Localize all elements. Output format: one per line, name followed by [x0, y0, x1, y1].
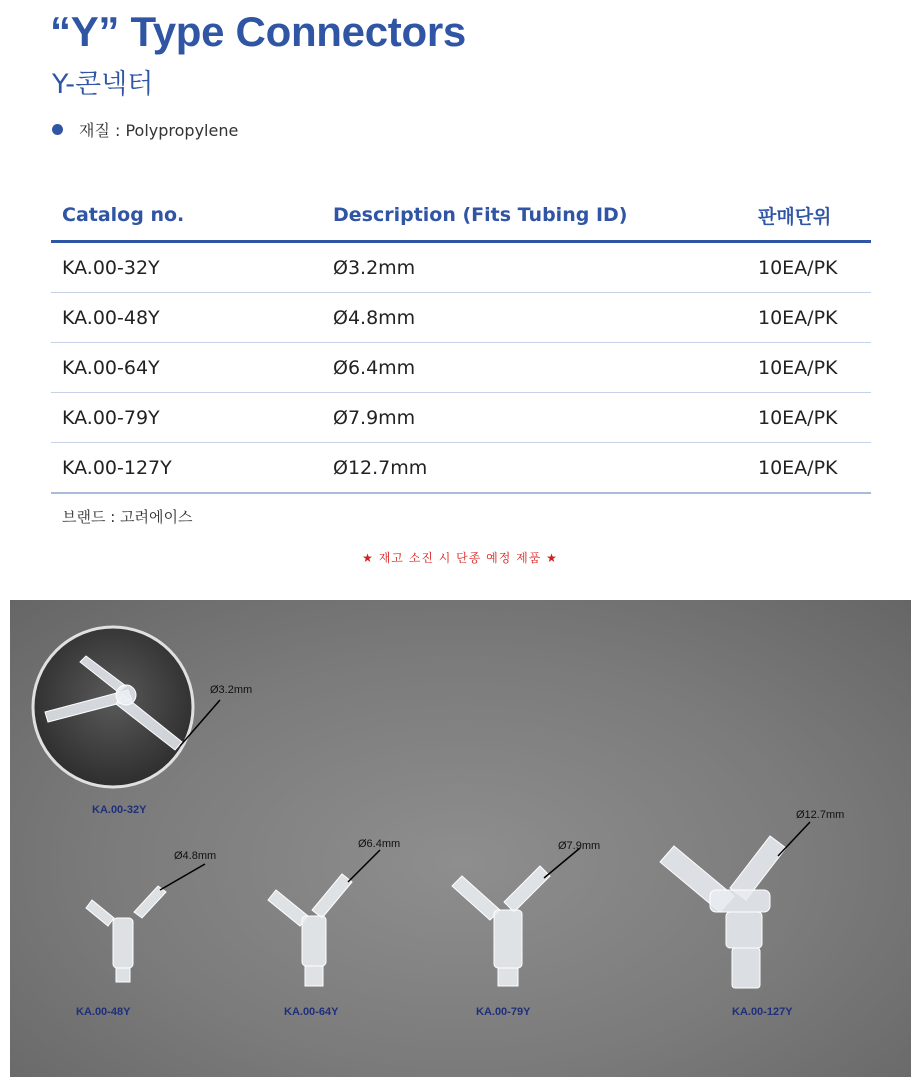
header-catalog: Catalog no. — [51, 190, 333, 242]
table-header-row — [51, 190, 871, 242]
product-table — [51, 190, 871, 494]
catalog-label: KA.00-32Y — [92, 804, 147, 816]
product-photo — [10, 600, 911, 1077]
cell-catalog: KA.00-64Y — [51, 343, 333, 393]
cell-catalog: KA.00-48Y — [51, 293, 333, 343]
size-label: Ø12.7mm — [796, 809, 845, 821]
cell-unit: 10EA/PK — [758, 293, 871, 343]
connector-127y — [660, 836, 786, 988]
cell-catalog: KA.00-79Y — [51, 393, 333, 443]
page-subtitle: Y-콘넥터 — [52, 69, 154, 100]
discontinued-notice: ★ 재고 소진 시 단종 예정 제품 ★ — [362, 551, 558, 565]
cell-unit: 10EA/PK — [758, 242, 871, 293]
table-row — [51, 443, 871, 494]
connector-79y — [452, 866, 550, 986]
header-description: Description (Fits Tubing ID) — [333, 190, 758, 242]
header-unit: 판매단위 — [758, 190, 871, 242]
size-label: Ø6.4mm — [358, 838, 401, 850]
material-text: 재질 : Polypropylene — [79, 121, 239, 140]
cell-unit: 10EA/PK — [758, 343, 871, 393]
table-row — [51, 393, 871, 443]
cell-description: Ø3.2mm — [333, 242, 758, 293]
size-label: Ø7.9mm — [558, 840, 601, 852]
cell-description: Ø6.4mm — [333, 343, 758, 393]
connector-64y — [268, 874, 352, 986]
cell-catalog: KA.00-32Y — [51, 242, 333, 293]
table-row — [51, 242, 871, 293]
catalog-label: KA.00-79Y — [476, 1006, 531, 1018]
table-row — [51, 293, 871, 343]
connector-48y — [86, 886, 166, 982]
size-label: Ø4.8mm — [174, 850, 217, 862]
catalog-label: KA.00-48Y — [76, 1006, 131, 1018]
cell-unit: 10EA/PK — [758, 443, 871, 494]
catalog-label: KA.00-64Y — [284, 1006, 339, 1018]
inset-circle — [33, 627, 220, 787]
page-title: “Y” Type Connectors — [50, 8, 466, 55]
cell-unit: 10EA/PK — [758, 393, 871, 443]
table-row — [51, 343, 871, 393]
size-label: Ø3.2mm — [210, 684, 253, 696]
material-line — [52, 118, 238, 141]
brand-text: 브랜드 : 고려에이스 — [62, 508, 193, 526]
cell-catalog: KA.00-127Y — [51, 443, 333, 494]
bullet-icon — [52, 124, 63, 135]
cell-description: Ø7.9mm — [333, 393, 758, 443]
catalog-label: KA.00-127Y — [732, 1006, 793, 1018]
cell-description: Ø4.8mm — [333, 293, 758, 343]
cell-description: Ø12.7mm — [333, 443, 758, 494]
